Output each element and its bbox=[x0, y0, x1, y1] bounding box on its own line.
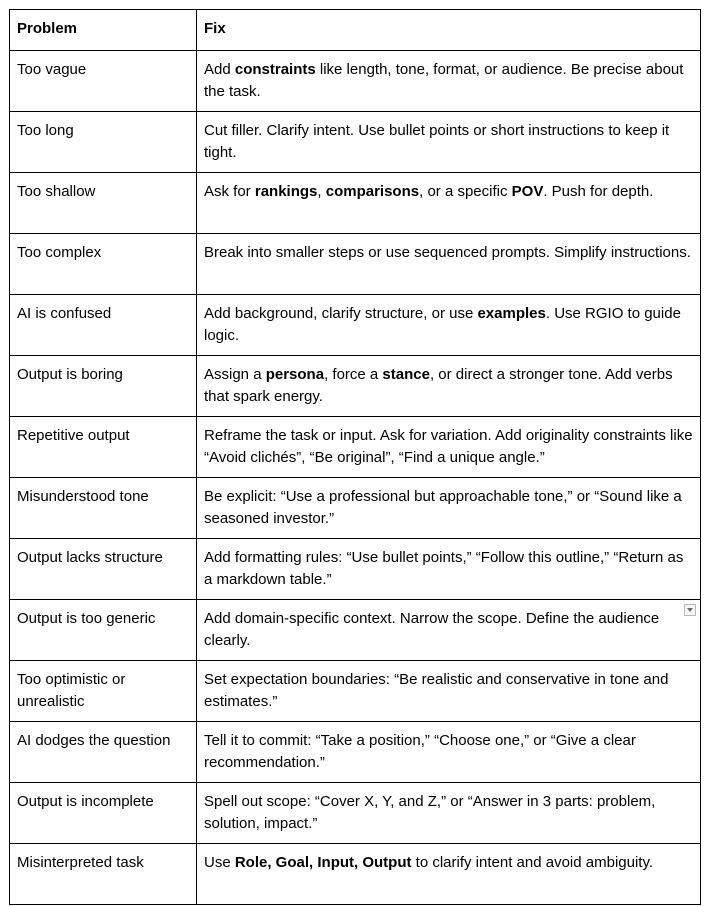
problem-cell: Too vague bbox=[10, 51, 197, 112]
table-row bbox=[10, 478, 701, 539]
problem-cell: Repetitive output bbox=[10, 417, 197, 478]
fix-cell bbox=[197, 661, 701, 722]
fix-cell bbox=[197, 51, 701, 112]
fix-text: Use bbox=[204, 854, 235, 871]
problem-cell: AI is confused bbox=[10, 295, 197, 356]
table-row bbox=[10, 295, 701, 356]
fix-text: . Use RGIO to guide logic. bbox=[204, 305, 681, 344]
header-fix: Fix bbox=[197, 10, 701, 51]
fix-text: to clarify intent and avoid ambiguity. bbox=[411, 854, 654, 871]
table-row bbox=[10, 661, 701, 722]
problem-cell: Too complex bbox=[10, 234, 197, 295]
fix-cell bbox=[197, 722, 701, 783]
fix-text: like length, tone, format, or audience. Be precise about the task. bbox=[204, 61, 684, 100]
problem-cell: Misunderstood tone bbox=[10, 478, 197, 539]
fix-emphasis: constraints bbox=[234, 61, 316, 78]
fix-emphasis: stance bbox=[382, 366, 430, 383]
fix-emphasis: examples bbox=[477, 305, 546, 322]
fix-text: Spell out scope: “Cover X, Y, and Z,” or “Answer in 3 parts: problem, solution, impact.” bbox=[204, 793, 656, 832]
problem-cell: Too long bbox=[10, 112, 197, 173]
fix-cell bbox=[197, 844, 701, 905]
fix-text: , bbox=[317, 183, 326, 200]
fix-text: Tell it to commit: “Take a position,” “Choose one,” or “Give a clear recommendation.” bbox=[204, 732, 636, 771]
problem-cell: Too shallow bbox=[10, 173, 197, 234]
table-row bbox=[10, 417, 701, 478]
problem-cell: Misinterpreted task bbox=[10, 844, 197, 905]
fix-cell bbox=[197, 417, 701, 478]
problem-cell: Too optimistic or unrealistic bbox=[10, 661, 197, 722]
fix-text: Be explicit: “Use a professional but approachable tone,” or “Sound like a seasoned investor.” bbox=[204, 488, 682, 527]
fix-cell bbox=[197, 234, 701, 295]
fix-text: Ask for bbox=[204, 183, 255, 200]
table-row bbox=[10, 173, 701, 234]
fix-emphasis: comparisons bbox=[325, 183, 420, 200]
fix-emphasis: POV bbox=[511, 183, 544, 200]
fix-cell bbox=[197, 478, 701, 539]
fix-text: Add background, clarify structure, or use bbox=[204, 305, 478, 322]
table-row bbox=[10, 722, 701, 783]
fix-cell bbox=[197, 356, 701, 417]
fix-cell bbox=[197, 600, 701, 661]
problem-cell: Output lacks structure bbox=[10, 539, 197, 600]
fix-emphasis: Role, Goal, Input, Output bbox=[234, 854, 412, 871]
fix-text: Set expectation boundaries: “Be realistic and conservative in tone and estimates.” bbox=[204, 671, 669, 710]
fix-text: Add bbox=[204, 61, 235, 78]
table-row bbox=[10, 112, 701, 173]
problem-cell: Output is too generic bbox=[10, 600, 197, 661]
fix-text: Cut filler. Clarify intent. Use bullet points or short instructions to keep it tight. bbox=[204, 122, 670, 161]
fix-cell bbox=[197, 112, 701, 173]
fix-cell bbox=[197, 295, 701, 356]
problem-cell: AI dodges the question bbox=[10, 722, 197, 783]
table-row bbox=[10, 51, 701, 112]
table-row bbox=[10, 844, 701, 905]
fix-cell bbox=[197, 783, 701, 844]
chevron-down-icon[interactable] bbox=[684, 604, 696, 616]
fix-text: , force a bbox=[324, 366, 383, 383]
fix-text: , or a specific bbox=[419, 183, 512, 200]
table-header-row bbox=[10, 10, 701, 51]
table-body bbox=[10, 51, 701, 905]
fix-text: Add formatting rules: “Use bullet points,” “Follow this outline,” “Return as a markdown table.” bbox=[204, 549, 684, 588]
fix-emphasis: persona bbox=[265, 366, 325, 383]
fix-text: Add domain-specific context. Narrow the scope. Define the audience clearly. bbox=[204, 610, 660, 649]
table-row bbox=[10, 234, 701, 295]
problem-cell: Output is incomplete bbox=[10, 783, 197, 844]
fix-cell bbox=[197, 539, 701, 600]
fix-text: , or direct a stronger tone. Add verbs that spark energy. bbox=[204, 366, 673, 405]
fix-text: . Push for depth. bbox=[543, 183, 654, 200]
problem-fix-table bbox=[9, 9, 701, 905]
problem-cell: Output is boring bbox=[10, 356, 197, 417]
fix-text: Break into smaller steps or use sequenced prompts. Simplify instructions. bbox=[204, 244, 691, 261]
fix-cell bbox=[197, 173, 701, 234]
header-problem: Problem bbox=[10, 10, 197, 51]
table-row bbox=[10, 356, 701, 417]
table-row bbox=[10, 783, 701, 844]
table-row bbox=[10, 600, 701, 661]
table-row bbox=[10, 539, 701, 600]
fix-text: Reframe the task or input. Ask for variation. Add originality constraints like “Avoid clichés”, “Be original”, “Find a unique angle.” bbox=[204, 427, 693, 466]
fix-emphasis: rankings bbox=[254, 183, 318, 200]
fix-text: Assign a bbox=[204, 366, 266, 383]
